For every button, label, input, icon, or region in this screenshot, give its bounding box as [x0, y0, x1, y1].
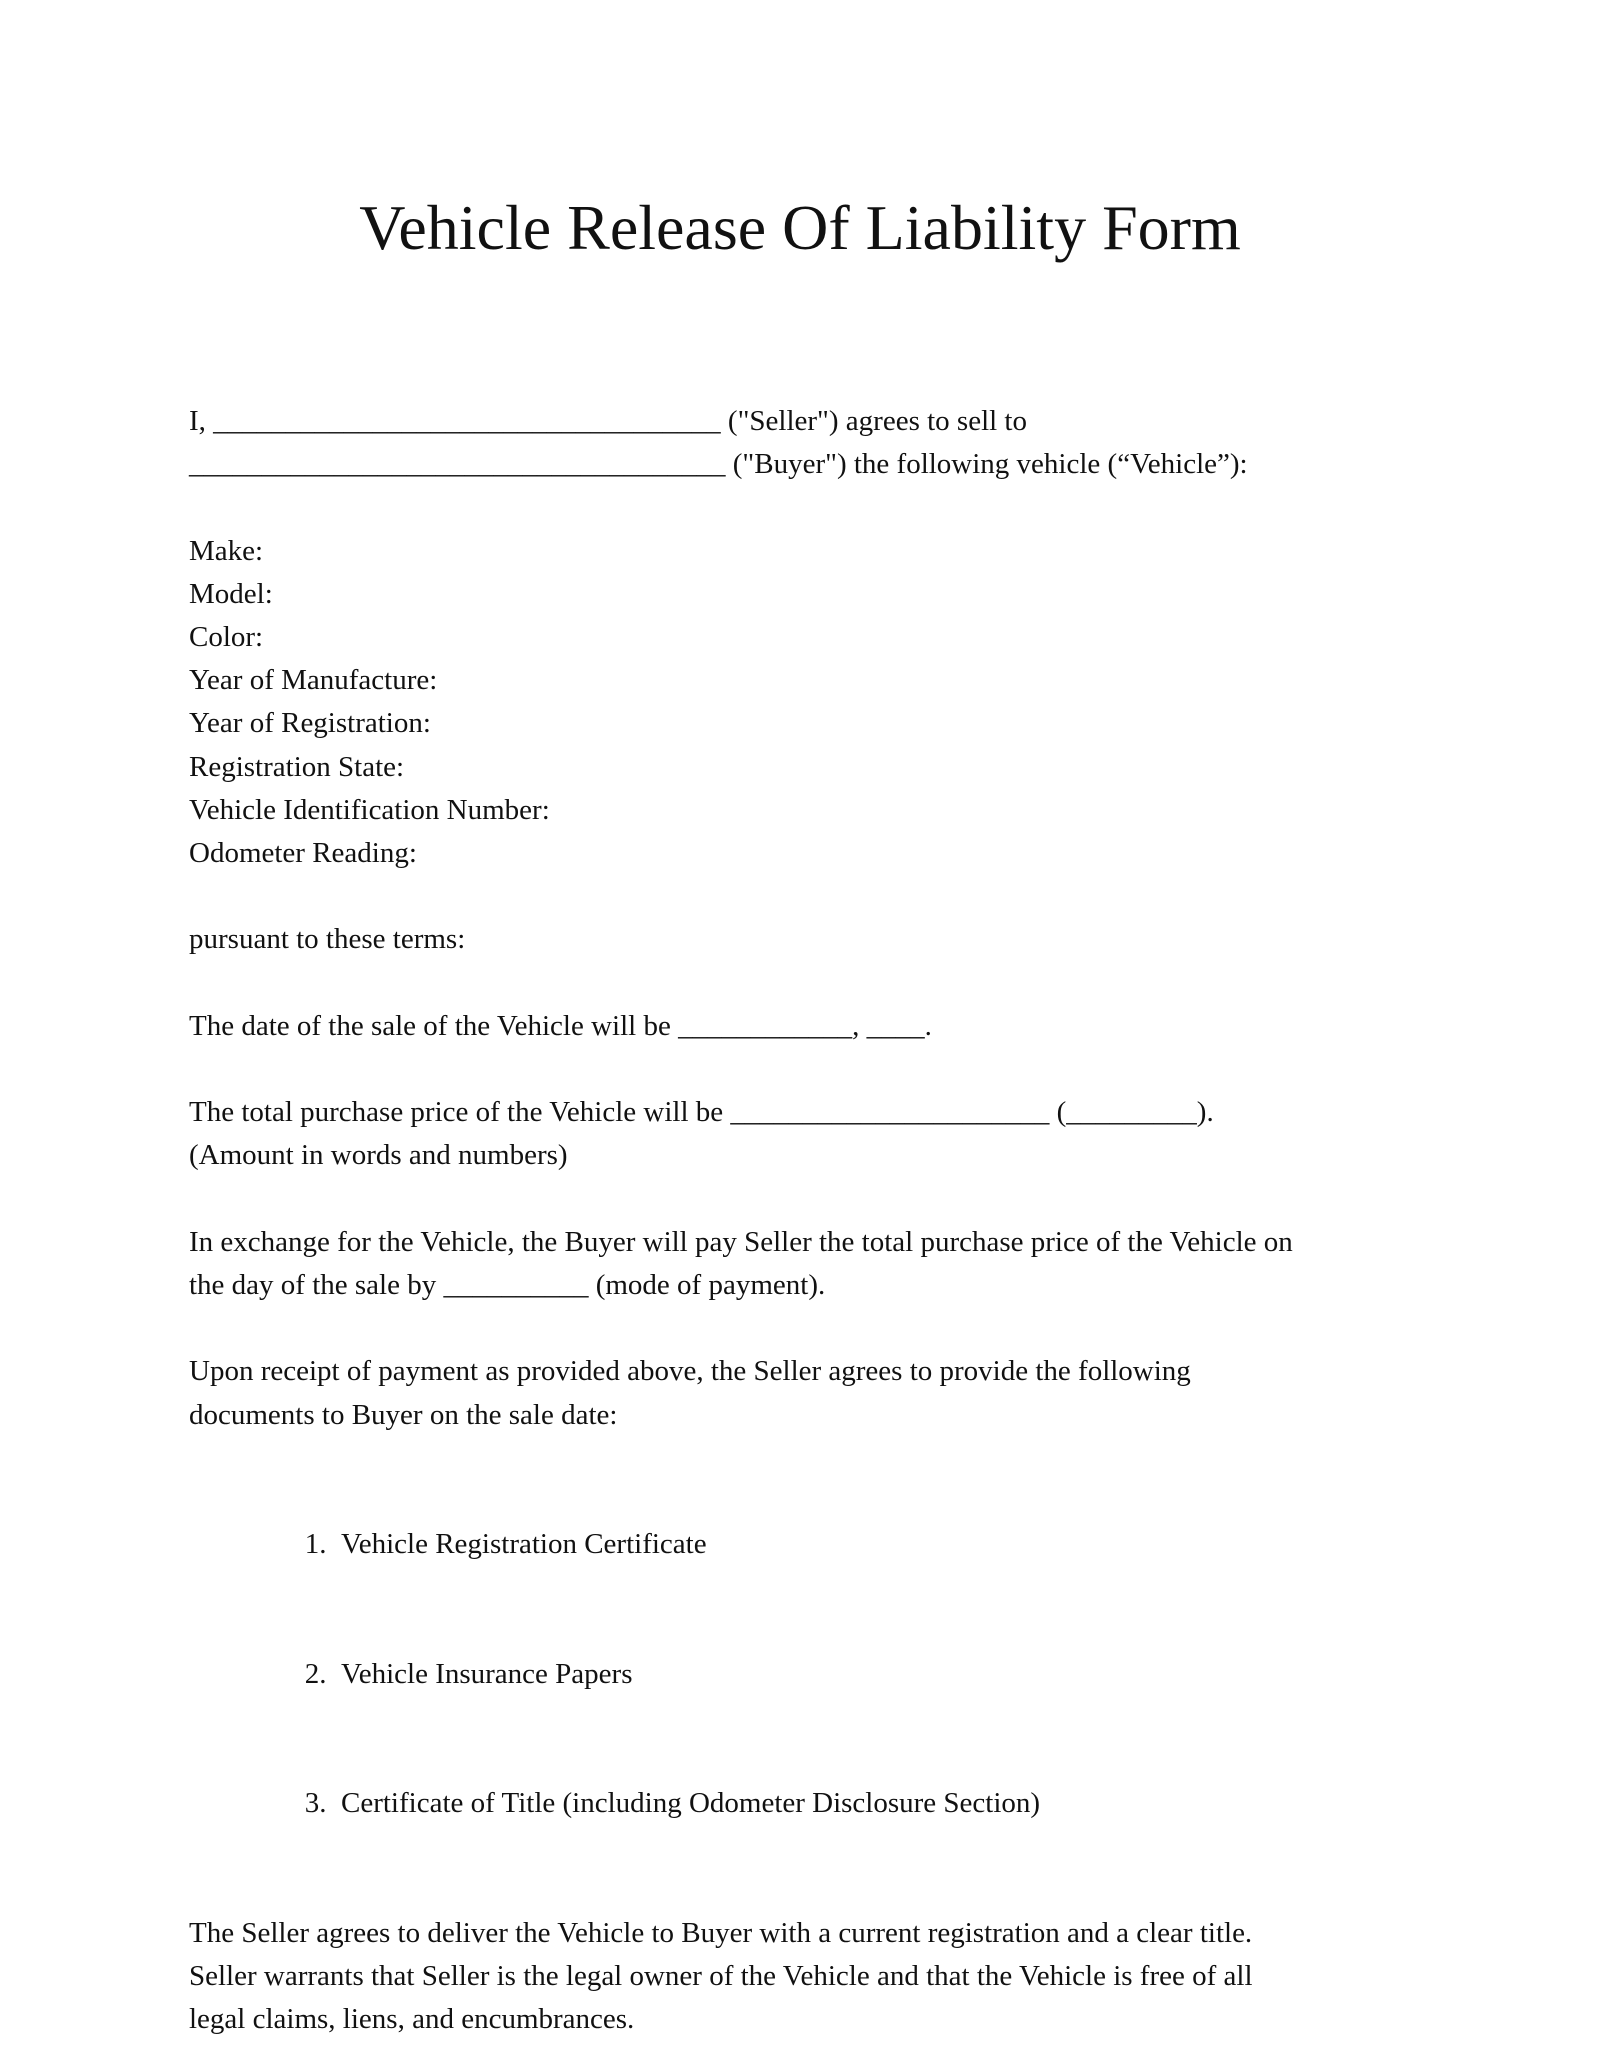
warranty-line-2: Seller warrants that Seller is the legal owner of the Vehicle and that the Vehicle is free of all [189, 1960, 1253, 1993]
spacer [189, 1178, 1419, 1221]
field-year-of-manufacture: Year of Manufacture: [189, 664, 438, 697]
payment-line-2: the day of the sale by __________ (mode of payment). [189, 1268, 826, 1301]
warranty-line-3: legal claims, liens, and encumbrances. [189, 2003, 635, 2036]
spacer [189, 875, 1419, 918]
terms-intro: pursuant to these terms: [189, 923, 466, 956]
spacer [189, 962, 1419, 1005]
list-number: 3. [304, 1787, 341, 1820]
list-number: 2. [304, 1657, 341, 1690]
field-vin: Vehicle Identification Number: [189, 793, 550, 826]
spacer [189, 1048, 1419, 1091]
list-item [189, 1739, 1419, 1869]
price-line-1: The total purchase price of the Vehicle will be ______________________ (_________). [189, 1096, 1214, 1129]
intro-line-1: I, ___________________________________ ("Seller") agrees to sell to [189, 405, 1027, 437]
list-number: 1. [304, 1528, 341, 1561]
list-text: Vehicle Insurance Papers [341, 1657, 633, 1690]
list-item [189, 1610, 1419, 1740]
list-item [189, 1480, 1419, 1610]
spacer [189, 1869, 1419, 1912]
intro-line-2: _____________________________________ ("Buyer") the following vehicle (“Vehicle”): [189, 448, 1248, 481]
field-year-of-registration: Year of Registration: [189, 707, 431, 740]
documents-list [189, 1480, 1419, 1869]
document-title: Vehicle Release Of Liability Form [359, 192, 1241, 263]
vehicle-fields [189, 530, 1419, 876]
field-registration-state: Registration State: [189, 750, 405, 783]
spacer [189, 486, 1419, 529]
list-text: Vehicle Registration Certificate [341, 1528, 707, 1561]
price-line-2: (Amount in words and numbers) [189, 1139, 568, 1172]
document-body [189, 400, 1419, 2042]
payment-line-1: In exchange for the Vehicle, the Buyer will pay Seller the total purchase price of the Vehicle on [189, 1225, 1293, 1258]
warranty-line-1: The Seller agrees to deliver the Vehicle to Buyer with a current registration and a clear title. [189, 1916, 1253, 1949]
documents-line-2: documents to Buyer on the sale date: [189, 1398, 618, 1431]
field-model: Model: [189, 577, 273, 610]
spacer [189, 1437, 1419, 1480]
documents-line-1: Upon receipt of payment as provided above, the Seller agrees to provide the following [189, 1355, 1191, 1388]
field-make: Make: [189, 534, 264, 567]
list-text: Certificate of Title (including Odometer Disclosure Section) [341, 1787, 1041, 1820]
spacer [189, 1307, 1419, 1350]
sale-date-line: The date of the sale of the Vehicle will be ____________, ____. [189, 1009, 932, 1042]
field-color: Color: [189, 621, 264, 653]
field-odometer-reading: Odometer Reading: [189, 837, 417, 870]
